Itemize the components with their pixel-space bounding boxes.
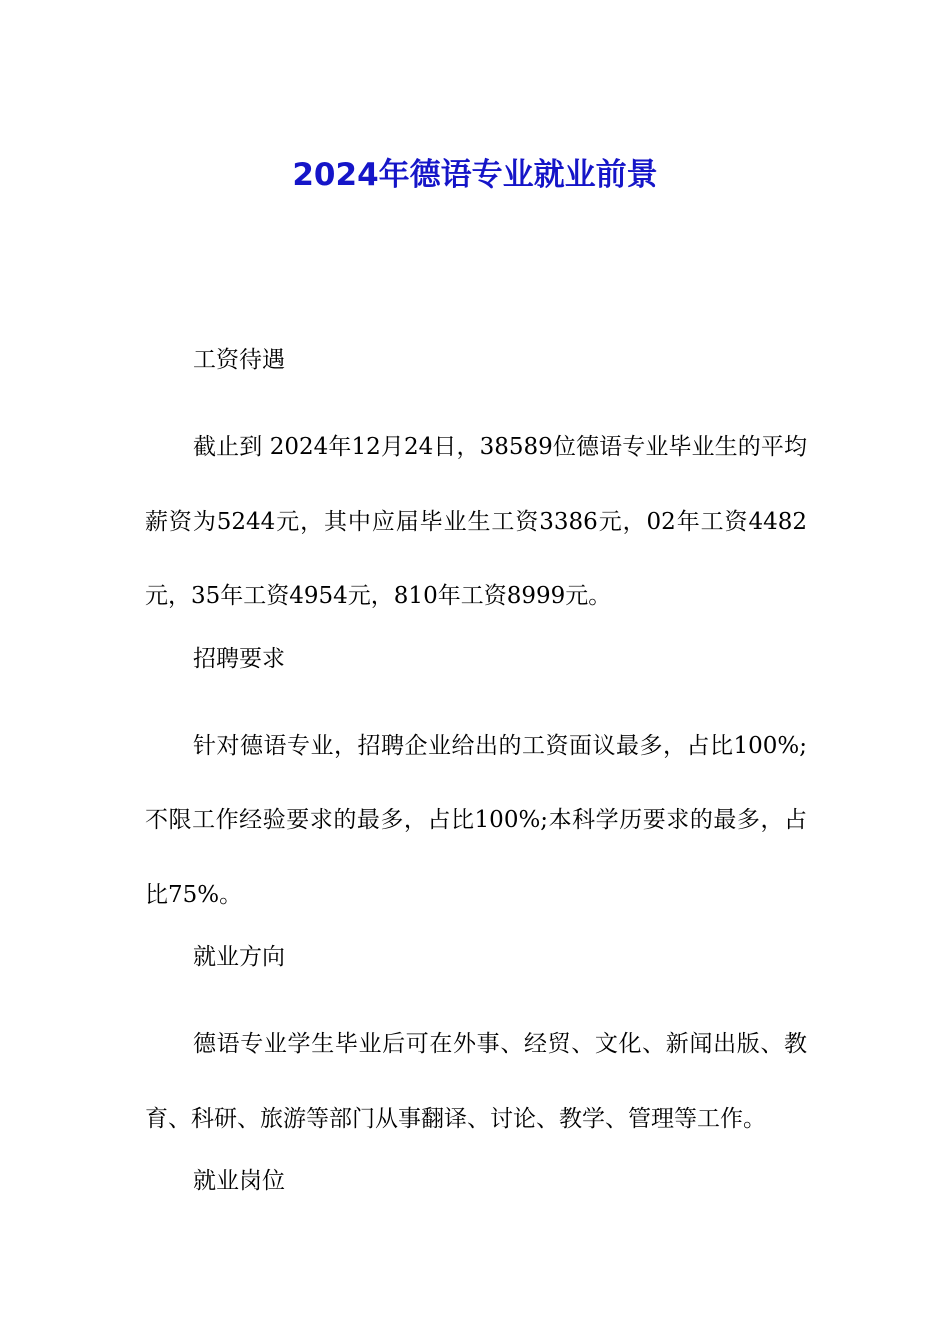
section-heading-requirements: 招聘要求 <box>193 645 285 672</box>
section-heading-salary: 工资待遇 <box>193 347 285 373</box>
section-paragraph-direction: 德语专业学生毕业后可在外事、经贸、文化、新闻出版、教育、科研、旅游等部门从事翻译、讨论、教学、管理等工作。 <box>145 1031 807 1132</box>
section-paragraph-requirements: 针对德语专业，招聘企业给出的工资面议最多，占比100%;不限工作经验要求的最多，占比100%;本科学历要求的最多，占比75%。 <box>145 732 807 908</box>
section-heading-positions: 就业岗位 <box>193 1168 285 1194</box>
section-heading-direction: 就业方向 <box>193 944 285 970</box>
document-title: 2024年德语专业就业前景 <box>292 156 658 193</box>
section-paragraph-salary: 截止到 2024年12月24日，38589位德语专业毕业生的平均薪资为5244元，其中应届毕业生工资3386元，02年工资4482元，35年工资4954元，810年工资8999元。 <box>145 434 807 609</box>
document-body <box>145 335 807 1231</box>
